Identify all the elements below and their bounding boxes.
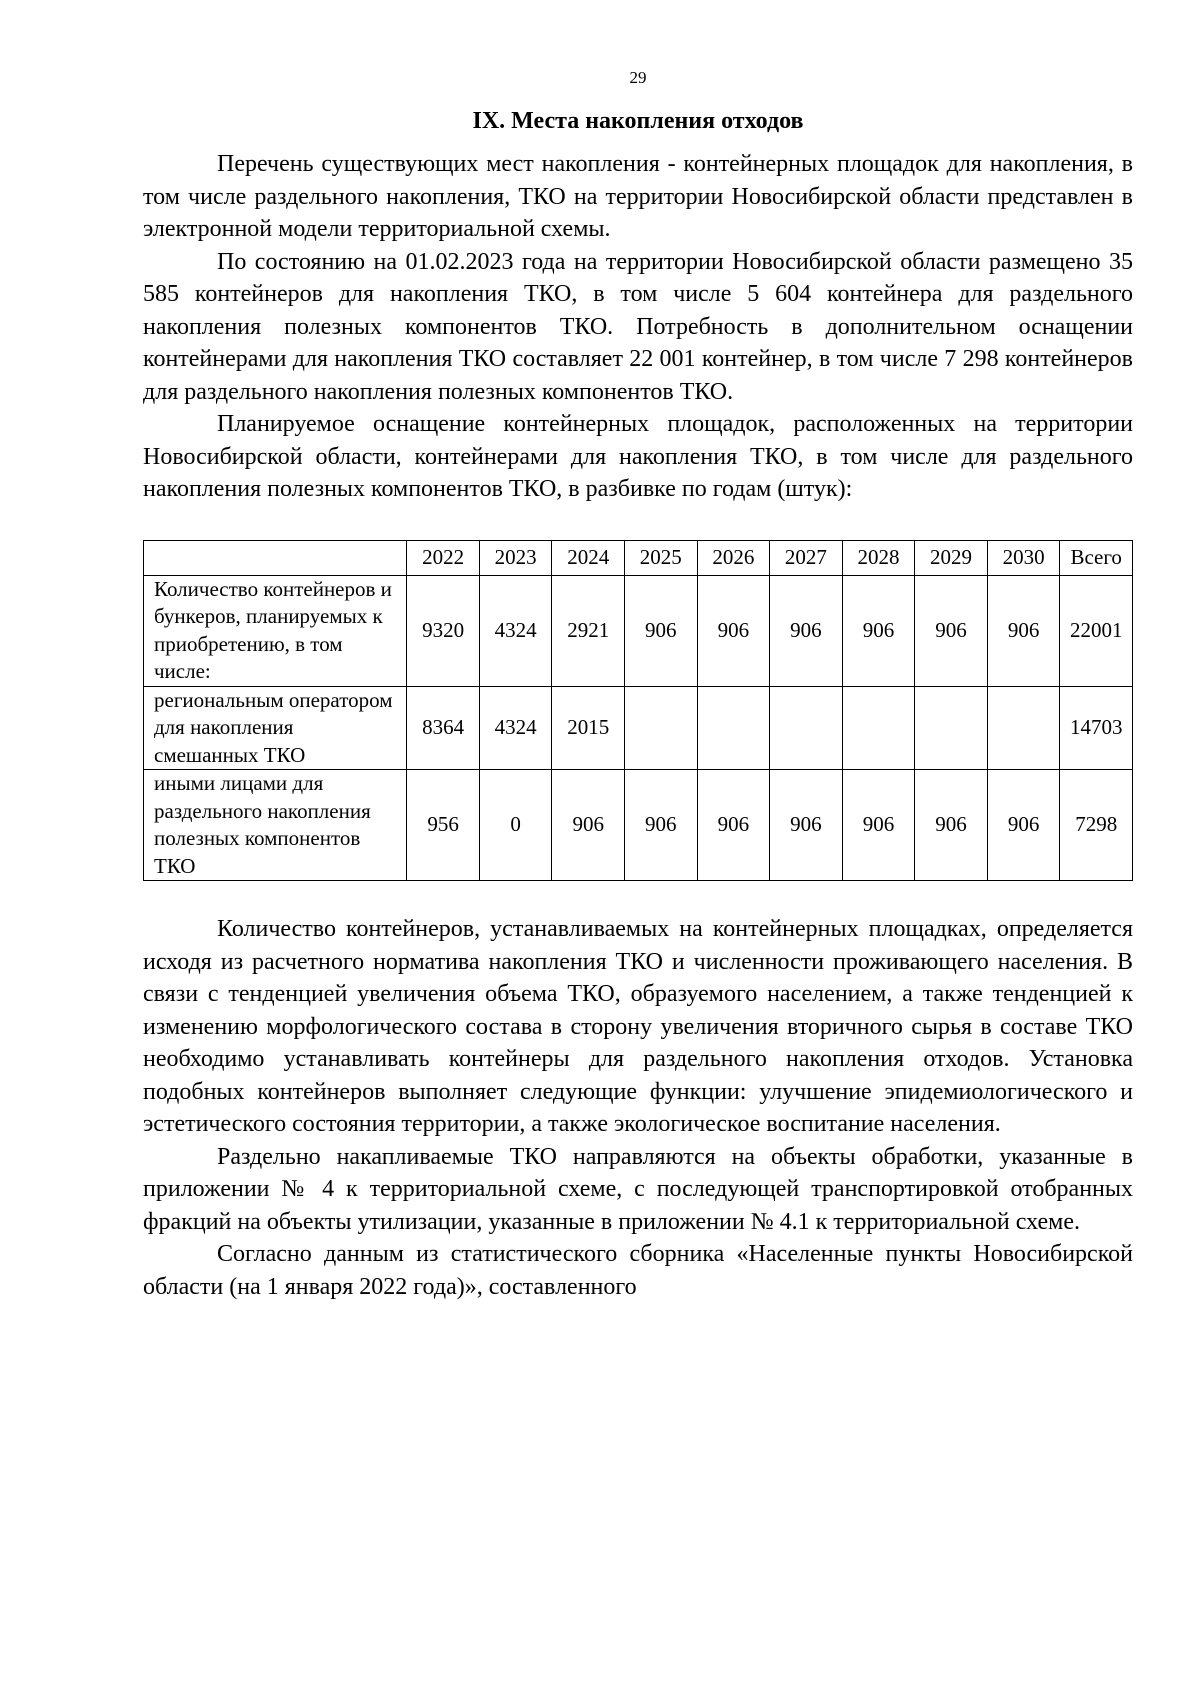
table-row: [144, 686, 1133, 770]
table-cell: 906: [770, 770, 843, 881]
table-header-cell: 2025: [625, 540, 698, 575]
table-header-cell: 2029: [915, 540, 988, 575]
table-cell: 906: [915, 575, 988, 686]
table-header-cell: 2024: [552, 540, 625, 575]
table-cell: 8364: [407, 686, 480, 770]
table-row: [144, 575, 1133, 686]
table-header-cell: 2026: [697, 540, 770, 575]
table-header-cell: [144, 540, 407, 575]
table-header-cell: 2028: [842, 540, 915, 575]
paragraph: Раздельно накапливаемые ТКО направляются на объекты обработки, указанные в приложении № 4 к территориальной схеме, с последующей транспортировкой отобранных фракций на объекты утилизации, указанные в приложении № 4.1 к территориальной схеме.: [143, 1143, 1133, 1235]
table-cell: 906: [625, 770, 698, 881]
table-header-cell: 2022: [407, 540, 480, 575]
paragraph: Количество контейнеров, устанавливаемых на контейнерных площадках, определяется исходя из расчетного норматива накопления ТКО и численности проживающего населения. В связи с тенденцией увеличения объема ТКО, образуемого населением, а также тенденцией к изменению морфологического состава в сторону увеличения вторичного сырья в составе ТКО необходимо устанавливать контейнеры для раздельного накопления отходов. Установка подобных контейнеров выполняет следующие функции: улучшение эпидемиологического и эстетического состояния территории, а также экологическое воспитание населения.: [143, 916, 1133, 1137]
table-cell: [987, 686, 1060, 770]
paragraph: Планируемое оснащение контейнерных площадок, расположенных на территории Новосибирской области, контейнерами для накопления ТКО, в том числе для раздельного накопления полезных компонентов ТКО, в разбивке по годам (штук):: [143, 411, 1133, 502]
page-number: 29: [629, 68, 647, 87]
table-cell: 906: [987, 770, 1060, 881]
section-title: IX. Места накопления отходов: [472, 108, 804, 134]
containers-by-year-table: [143, 540, 1133, 882]
table-cell: 0: [479, 770, 552, 881]
table-row: [144, 770, 1133, 881]
paragraph: Перечень существующих мест накопления - контейнерных площадок для накопления, в том числе раздельного накопления, ТКО на территории Новосибирской области представлен в электронной модели территориальной схемы.: [143, 151, 1133, 242]
table-cell: 906: [697, 770, 770, 881]
table-cell: 956: [407, 770, 480, 881]
table-cell: 906: [915, 770, 988, 881]
paragraph: По состоянию на 01.02.2023 года на территории Новосибирской области размещено 35 585 контейнеров для накопления ТКО, в том числе 5 604 контейнера для раздельного накопления полезных компонентов ТКО. Потребность в дополнительном оснащении контейнерами для накопления ТКО составляет 22 001 контейнер, в том числе 7 298 контейнеров для раздельного накопления полезных компонентов ТКО.: [143, 248, 1133, 405]
table-header-cell: 2023: [479, 540, 552, 575]
table-cell: 906: [770, 575, 843, 686]
table-header-row: [144, 540, 1133, 575]
table-cell: 4324: [479, 575, 552, 686]
row-label: Количество контейнеров и бункеров, планируемых к приобретению, в том числе:: [144, 575, 407, 686]
table-cell: 2921: [552, 575, 625, 686]
table-cell: 906: [697, 575, 770, 686]
table-cell: 906: [552, 770, 625, 881]
table-cell-total: 14703: [1060, 686, 1133, 770]
row-label: региональным оператором для накопления смешанных ТКО: [144, 686, 407, 770]
table-cell: 9320: [407, 575, 480, 686]
table-cell: [915, 686, 988, 770]
table-header-cell: 2027: [770, 540, 843, 575]
table-header-cell: Всего: [1060, 540, 1133, 575]
table-header-cell: 2030: [987, 540, 1060, 575]
table-cell: [697, 686, 770, 770]
table-cell: 2015: [552, 686, 625, 770]
table-cell: [842, 686, 915, 770]
table-cell: 906: [987, 575, 1060, 686]
table-cell-total: 7298: [1060, 770, 1133, 881]
paragraph: Согласно данным из статистического сборника «Населенные пункты Новосибирской области (на 1 января 2022 года)», составленного: [143, 1241, 1133, 1300]
table-cell: 906: [842, 770, 915, 881]
table-cell: 4324: [479, 686, 552, 770]
table-cell: [770, 686, 843, 770]
table-cell-total: 22001: [1060, 575, 1133, 686]
row-label: иными лицами для раздельного накопления полезных компонентов ТКО: [144, 770, 407, 881]
table-cell: 906: [625, 575, 698, 686]
table-cell: 906: [842, 575, 915, 686]
table-cell: [625, 686, 698, 770]
